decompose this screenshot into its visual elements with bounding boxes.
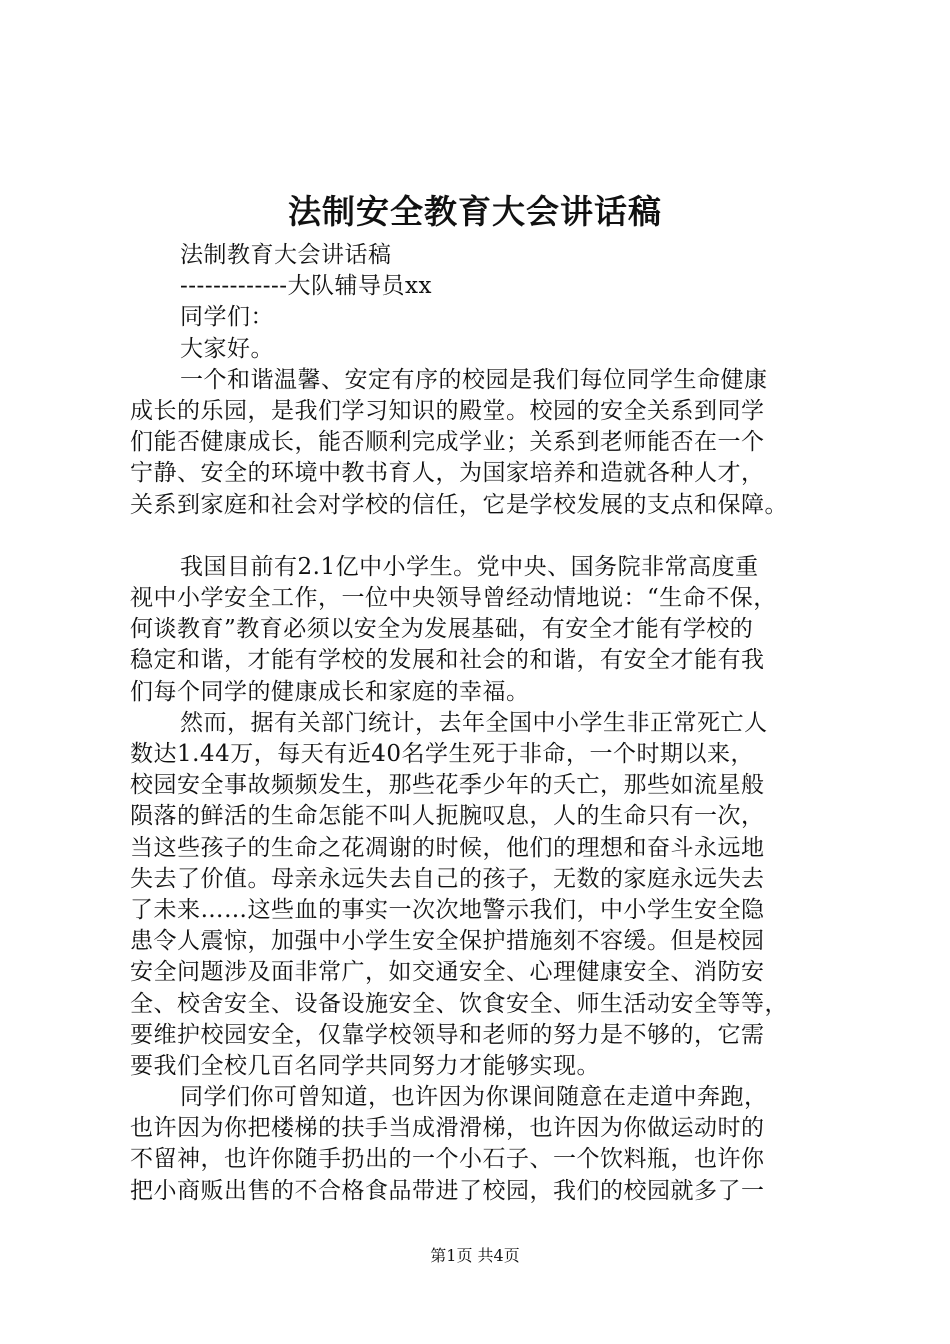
paragraph-line: 要维护校园安全，仅靠学校领导和老师的努力是不够的，它需	[130, 1021, 765, 1048]
document-title: 法制安全教育大会讲话稿	[288, 192, 662, 231]
paragraph-line: 宁静、安全的环境中教书育人，为国家培养和造就各种人才，	[130, 460, 765, 487]
paragraph-line: 了未来……这些血的事实一次次地警示我们，中小学生安全隐	[130, 896, 765, 923]
paragraph-line: 我国目前有2.1亿中小学生。党中央、国务院非常高度重	[180, 553, 759, 580]
paragraph-line: 同学们你可曾知道，也许因为你课间随意在走道中奔跑，	[180, 1084, 768, 1111]
paragraph-line: 稳定和谐，才能有学校的发展和社会的和谐，有安全才能有我	[130, 647, 765, 674]
paragraph-line: 们每个同学的健康成长和家庭的幸福。	[130, 678, 530, 705]
paragraph-line: 们能否健康成长，能否顺利完成学业；关系到老师能否在一个	[130, 429, 765, 456]
paragraph-line: 校园安全事故频频发生，那些花季少年的夭亡，那些如流星般	[130, 772, 765, 799]
paragraph-line: 患令人震惊，加强中小学生安全保护措施刻不容缓。但是校园	[130, 928, 765, 955]
document-body	[130, 240, 835, 1207]
paragraph-line: 把小商贩出售的不合格食品带进了校园，我们的校园就多了一	[130, 1177, 765, 1204]
paragraph-line: 然而，据有关部门统计，去年全国中小学生非正常死亡人	[180, 709, 768, 736]
paragraph-line: 视中小学安全工作，一位中央领导曾经动情地说：“生命不保，	[130, 585, 777, 612]
page-number: 第1页 共4页	[430, 1246, 520, 1265]
paragraph-line: 何谈教育”教育必须以安全为发展基础，有安全才能有学校的	[130, 616, 754, 643]
greeting-line: 同学们：	[180, 304, 274, 331]
author-line: -------------大队辅导员xx	[180, 273, 432, 300]
paragraph-spacer	[130, 521, 835, 552]
paragraph-line: 成长的乐园，是我们学习知识的殿堂。校园的安全关系到同学	[130, 397, 765, 424]
paragraph-line: 失去了价值。母亲永远失去自己的孩子，无数的家庭永远失去	[130, 865, 765, 892]
paragraph-line: 关系到家庭和社会对学校的信任，它是学校发展的支点和保障。	[130, 491, 788, 518]
paragraph-line: 要我们全校几百名同学共同努力才能够实现。	[130, 1052, 600, 1079]
paragraph-line: 安全问题涉及面非常广，如交通安全、心理健康安全、消防安	[130, 959, 765, 986]
paragraph-line: 也许因为你把楼梯的扶手当成滑滑梯，也许因为你做运动时的	[130, 1115, 765, 1142]
paragraph-line: 一个和谐温馨、安定有序的校园是我们每位同学生命健康	[180, 366, 768, 393]
subtitle-line: 法制教育大会讲话稿	[180, 242, 392, 268]
paragraph-line: 当这些孩子的生命之花凋谢的时候，他们的理想和奋斗永远地	[130, 834, 765, 861]
paragraph-line: 陨落的鲜活的生命怎能不叫人扼腕叹息，人的生命只有一次，	[130, 803, 765, 830]
paragraph-line: 不留神，也许你随手扔出的一个小石子、一个饮料瓶，也许你	[130, 1146, 765, 1173]
paragraph-line: 全、校舍安全、设备设施安全、饮食安全、师生活动安全等等，	[130, 990, 788, 1017]
paragraph-line: 数达1.44万，每天有近40名学生死于非命，一个时期以来，	[130, 741, 754, 767]
greeting-line: 大家好。	[180, 335, 274, 362]
